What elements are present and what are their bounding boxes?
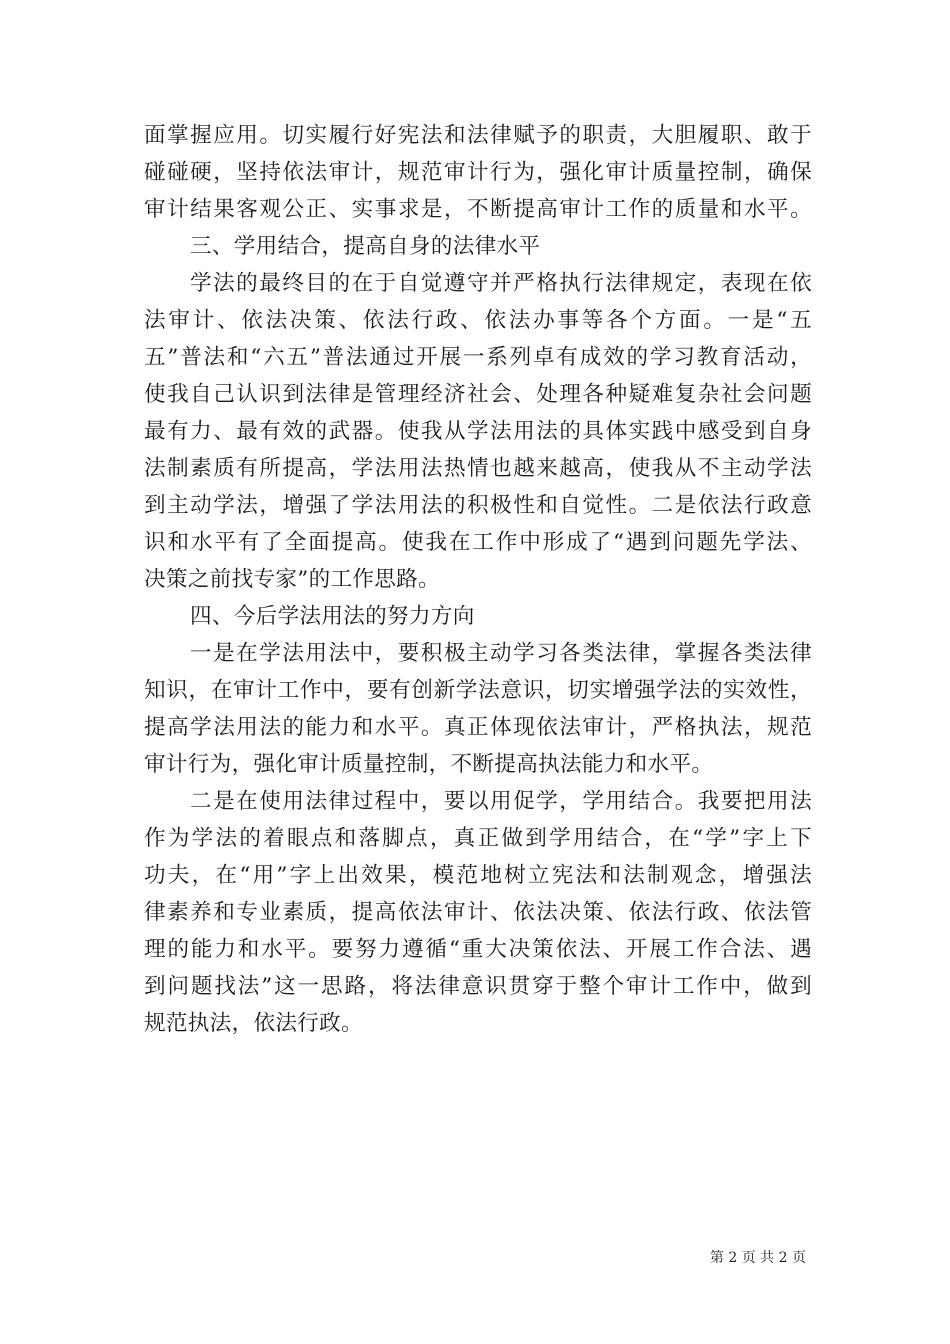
text-line: 到问题找法”这一思路，将法律意识贯穿于整个审计工作中，做到 <box>144 974 812 999</box>
text-line: 法审计、依法决策、依法行政、依法办事等各个方面。一是“五 <box>144 308 812 333</box>
text-line: 一是在学法用法中，要积极主动学习各类法律，掌握各类法律 <box>190 641 812 666</box>
text-line: 理的能力和水平。要努力遵循“重大决策依法、开展工作合法、遇 <box>144 937 812 962</box>
section-heading: 三、学用结合，提高自身的法律水平 <box>190 234 541 259</box>
document-body <box>144 117 812 1042</box>
text-line: 知识，在审计工作中，要有创新学法意识，切实增强学法的实效性， <box>144 678 812 703</box>
text-line: 审计行为，强化审计质量控制，不断提高执法能力和水平。 <box>144 752 714 777</box>
text-line: 到主动学法，增强了学法用法的积极性和自觉性。二是依法行政意 <box>144 493 812 518</box>
text-line: 碰碰硬，坚持依法审计，规范审计行为，强化审计质量控制，确保 <box>144 160 812 185</box>
text-line: 作为学法的着眼点和落脚点，真正做到学用结合，在“学”字上下 <box>144 826 812 851</box>
text-line: 二是在使用法律过程中，要以用促学，学用结合。我要把用法 <box>190 789 812 814</box>
text-line: 面掌握应用。切实履行好宪法和法律赋予的职责，大胆履职、敢于 <box>144 123 812 148</box>
page-number: 第 2 页 共 2 页 <box>709 1250 806 1266</box>
text-line: 审计结果客观公正、实事求是，不断提高审计工作的质量和水平。 <box>144 197 812 222</box>
text-line: 使我自己认识到法律是管理经济社会、处理各种疑难复杂社会问题 <box>144 382 812 407</box>
section-heading: 四、今后学法用法的努力方向 <box>190 604 475 629</box>
text-line: 规范执法，依法行政。 <box>144 1011 363 1036</box>
text-line: 五”普法和“六五”普法通过开展一系列卓有成效的学习教育活动， <box>144 345 812 370</box>
text-line: 最有力、最有效的武器。使我从学法用法的具体实践中感受到自身 <box>144 419 812 444</box>
text-line: 提高学法用法的能力和水平。真正体现依法审计，严格执法，规范 <box>144 715 812 740</box>
text-line: 法制素质有所提高，学法用法热情也越来越高，使我从不主动学法 <box>144 456 812 481</box>
text-line: 功夫，在“用”字上出效果，模范地树立宪法和法制观念，增强法 <box>144 863 812 888</box>
text-line: 识和水平有了全面提高。使我在工作中形成了“遇到问题先学法、 <box>144 530 812 555</box>
text-line: 决策之前找专家”的工作思路。 <box>144 567 440 592</box>
text-line: 学法的最终目的在于自觉遵守并严格执行法律规定，表现在依 <box>190 271 812 296</box>
text-line: 律素养和专业素质，提高依法审计、依法决策、依法行政、依法管 <box>144 900 812 925</box>
